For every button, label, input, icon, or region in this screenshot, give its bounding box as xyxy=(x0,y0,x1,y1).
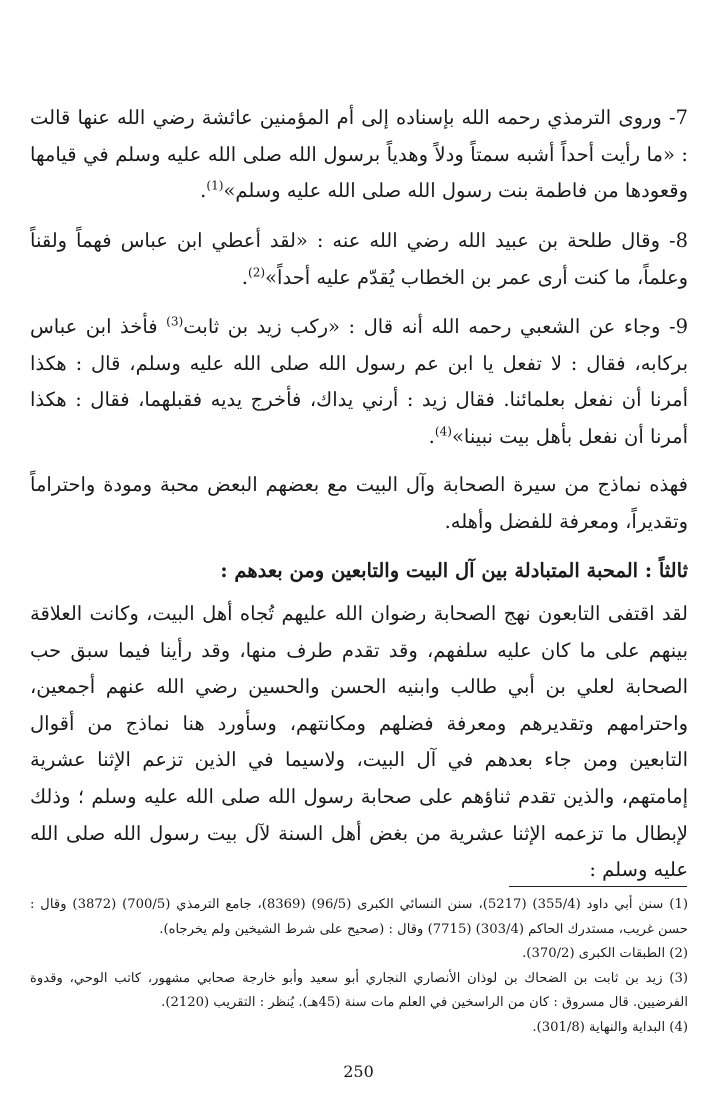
paragraph-8-end: . xyxy=(241,265,248,289)
page-number: 250 xyxy=(343,1062,374,1081)
footnote-ref-1: (1) xyxy=(206,178,224,193)
paragraph-7-text: 7- وروى الترمذي رحمه الله بإسناده إلى أم المؤمنين عائشة رضي الله عنها قالت : «ما رأيت أحداً أشبه سمتاً ودلاً وهدياً برسول الله صلى الله عليه وسلم في قيامها وقعودها من فاطمة بنت رسول الله صلى الله عليه وسلم» xyxy=(30,106,688,203)
footnote-2: (2) الطبقات الكبرى (370/2). xyxy=(522,946,688,962)
section-heading: ثالثاً : المحبة المتبادلة بين آل البيت والتابعين ومن بعدهم : xyxy=(220,559,688,582)
paragraph-8-text: 8- وقال طلحة بن عبيد الله رضي الله عنه : «لقد أعطي ابن عباس فهماً ولقناً وعلماً، ما كنت أرى عمر بن الخطاب يُقدّم عليه أحداً» xyxy=(30,229,688,289)
paragraph-9-text-b: فأخذ ابن عباس بركابه، فقال : لا تفعل يا ابن عم رسول الله صلى الله عليه وسلم، قال : هكذا أمرنا أن نفعل بعلمائنا. فقال زيد : أرني يداك، فأخرج يديه فقبلهما، فقال : هكذا أمرنا أن نفعل بأهل بيت نبينا» xyxy=(30,315,688,448)
paragraph-9-end: . xyxy=(428,424,435,448)
footnote-4: (4) البداية والنهاية (301/8). xyxy=(532,1019,688,1035)
paragraph-tabieen: لقد اقتفى التابعون نهج الصحابة رضوان الله عليهم تُجاه أهل البيت، وكانت العلاقة بينهم على ما كان عليه سلفهم، وقد تقدم طرف منها، وقد رأينا فيما سبق حب الصحابة لعلي بن أبي طالب وابنيه الحسن والحسين رضي الله عنهم أجمعين، واحترامهم وتقديرهم ومعرفة فضلهم ومكانتهم، وسأورد هنا نماذج من أقوال التابعين ومن جاء بعدهم في آل البيت، ولاسيما في الذين تزعم الإثنا عشرية إمامتهم، والذين تقدم ثناؤهم على صحابة رسول الله صلى الله عليه وسلم ؛ وذلك لإبطال ما تزعمه الإثنا عشرية من بغض أهل السنة لآل بيت رسول الله صلى الله عليه وسلم : xyxy=(30,602,688,882)
paragraph-9 xyxy=(30,309,688,455)
paragraph-summary: فهذه نماذج من سيرة الصحابة وآل البيت مع بعضهم البعض محبة ومودة واحتراماً وتقديراً، ومعرفة للفضل وأهله. xyxy=(30,473,688,533)
footnote-3: (3) زيد بن ثابت بن الضحاك بن لوذان الأنصاري النجاري أبو سعيد وأبو خارجة صحابي مشهور، كاتب الوحي، وقدوة الفرضيين. قال مسروق : كان من الراسخين في العلم مات سنة (45هـ). يُنظر : التقريب (2120). xyxy=(30,970,688,1011)
footnotes xyxy=(30,893,688,1041)
footnote-ref-3: (3) xyxy=(166,314,184,329)
footnote-ref-4: (4) xyxy=(434,424,452,439)
footnote-ref-2: (2) xyxy=(248,265,266,280)
footnote-1: (1) سنن أبي داود (355/4) (5217)، سنن النسائي الكبرى (96/5) (8369)، جامع الترمذي (700/5) (3872) وقال : حسن غريب، مستدرك الحاكم (303/4) (7715) وقال : (صحيح على شرط الشيخين ولم يخرجاه). xyxy=(30,897,688,937)
footnote-separator xyxy=(509,886,687,887)
paragraph-8 xyxy=(30,223,688,296)
paragraph-9-text-a: 9- وجاء عن الشعبي رحمه الله أنه قال : «ركب زيد بن ثابت xyxy=(183,315,688,338)
paragraph-7-end: . xyxy=(200,179,207,203)
paragraph-7 xyxy=(30,100,688,210)
